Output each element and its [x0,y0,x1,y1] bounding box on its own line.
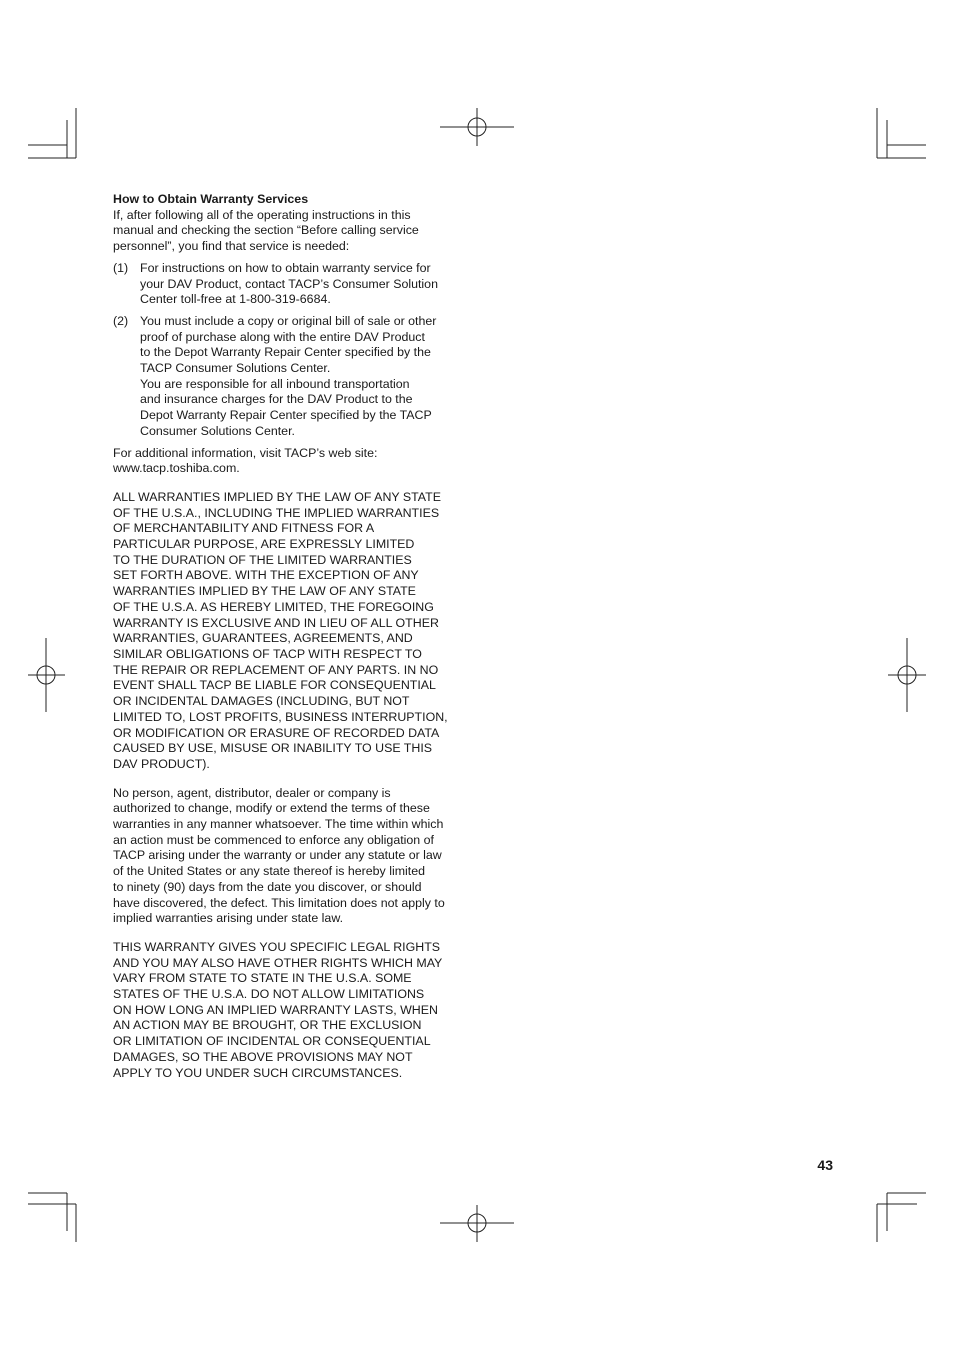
registration-mark-right [888,638,926,712]
implied-warranties-disclaimer: ALL WARRANTIES IMPLIED BY THE LAW OF ANY STATE OF THE U.S.A., INCLUDING THE IMPLIED WARRANTIES OF MERCHANTABILITY AND FITNESS FOR A PARTICULAR PURPOSE, ARE EXPRESSLY LIMITED TO THE DURATION OF THE LIMITED WARRANTIES SET FORTH ABOVE. WITH THE EXCEPTION OF ANY WARRANTIES IMPLIED BY THE LAW OF ANY STATE OF THE U.S.A. AS HEREBY LIMITED, THE FOREGOING WARRANTY IS EXCLUSIVE AND IN LIEU OF ALL OTHER WARRANTIES, GUARANTEES, AGREEMENTS, AND SIMILAR OBLIGATIONS OF TACP WITH RESPECT TO THE REPAIR OR REPLACEMENT OF ANY PARTS. IN NO EVENT SHALL TACP BE LIABLE FOR CONSEQUENTIAL OR INCIDENTAL DAMAGES (INCLUDING, BUT NOT LIMITED TO, LOST PROFITS, BUSINESS INTERRUPTION, OR MODIFICATION OR ERASURE OF RECORDED DATA CAUSED BY USE, MISUSE OR INABILITY TO USE THIS DAV PRODUCT). [113,489,448,771]
intro-paragraph: If, after following all of the operating instructions in this manual and checking the section “Before calling service personnel”, you find that service is needed: [113,207,419,254]
crop-mark-top-right [877,108,926,158]
list-item [113,261,473,308]
list-item [113,314,473,440]
page-number: 43 [817,1157,833,1173]
crop-mark-bottom-left [28,1193,76,1242]
instructions-list [113,261,473,440]
list-item-body [140,314,473,440]
list-item-paragraph: You must include a copy or original bill of sale or other proof of purchase along with the entire DAV Product to the Depot Warranty Repair Center specified by the TACP Consumer Solutions Center. [140,313,437,376]
crop-mark-bottom-right [877,1193,926,1242]
additional-info-paragraph: For additional information, visit TACP’s web site: www.tacp.toshiba.com. [113,445,378,476]
crop-mark-top-left [28,108,76,158]
list-item-paragraph: For instructions on how to obtain warranty service for your DAV Product, contact TACP’s Consumer Solution Center toll-free at 1-800-319-6684. [140,260,438,307]
registration-mark-bottom [440,1205,514,1242]
registration-mark-left [28,638,65,712]
list-item-body [140,261,473,308]
list-item-number: (2) [113,313,129,328]
no-person-paragraph: No person, agent, distributor, dealer or company is authorized to change, modify or extend the terms of these warranties in any manner whatsoever. The time within which an action must be commenced to enforce any obligation of TACP arising under the warranty or under any statute or law of the United States or any state thereof is hereby limited to ninety (90) days from the date you discover, or should have discovered, the defect. This limitation does not apply to implied warranties arising under state law. [113,785,445,926]
registration-mark-top [440,108,514,146]
legal-rights-disclaimer: THIS WARRANTY GIVES YOU SPECIFIC LEGAL RIGHTS AND YOU MAY ALSO HAVE OTHER RIGHTS WHICH MAY VARY FROM STATE TO STATE IN THE U.S.A. SOME STATES OF THE U.S.A. DO NOT ALLOW LIMITATIONS ON HOW LONG AN IMPLIED WARRANTY LASTS, WHEN AN ACTION MAY BE BROUGHT, OR THE EXCLUSION OR LIMITATION OF INCIDENTAL OR CONSEQUENTIAL DAMAGES, SO THE ABOVE PROVISIONS MAY NOT APPLY TO YOU UNDER SUCH CIRCUMSTANCES. [113,939,443,1080]
list-item-paragraph: You are responsible for all inbound transportation and insurance charges for the DAV Product to the Depot Warranty Repair Center specified by the TACP Consumer Solutions Center. [140,376,432,438]
list-item-number: (1) [113,260,129,275]
section-heading: How to Obtain Warranty Services [113,192,309,206]
warranty-text-column [113,192,473,1081]
